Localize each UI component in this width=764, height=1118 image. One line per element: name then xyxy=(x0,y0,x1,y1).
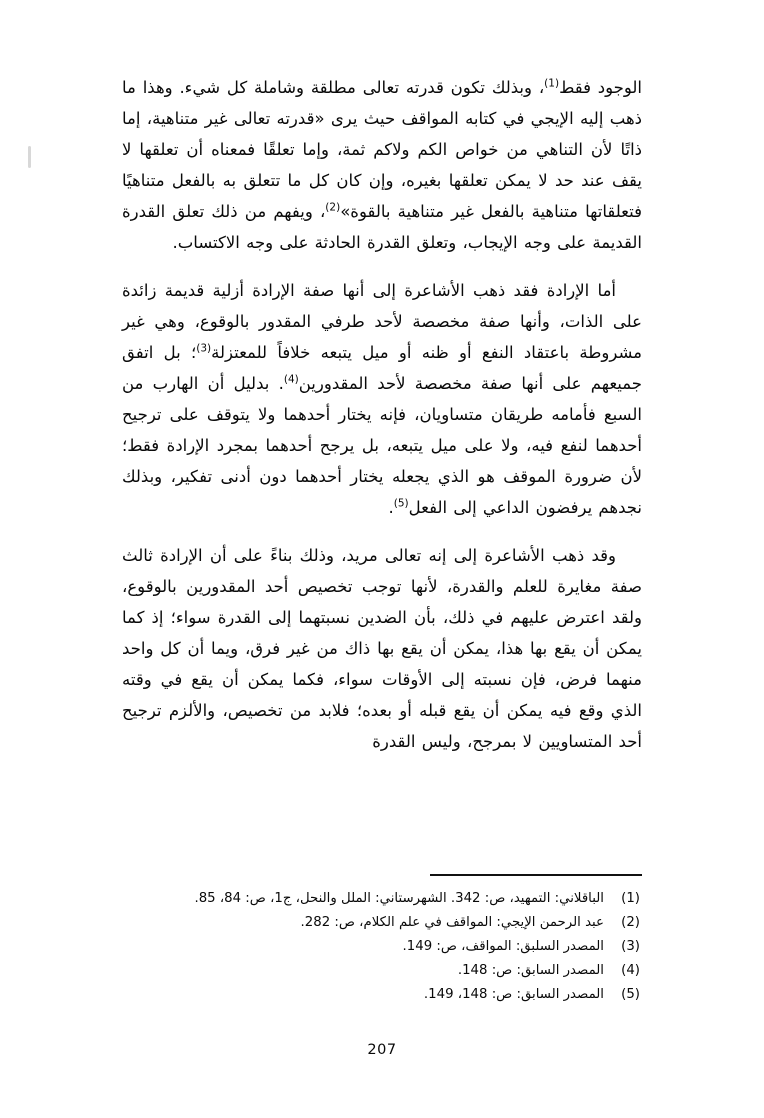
footnote-text: عبد الرحمن الإيجي: المواقف في علم الكلام، ص: 282. xyxy=(300,914,604,930)
footnote-number: (1) xyxy=(621,890,640,906)
body-paragraph: أما الإرادة فقد ذهب الأشاعرة إلى أنها صفة الإرادة أزلية قديمة زائدة على الذات، وأنها صفة مخصصة لأحد طرفي المقدور بالوقوع، وهي غير مشروطة باعتقاد النفع أو ظنه أو ميل يتبعه خلافاً للمعتزلة$^{(3)}$؛ بل اتفق جميعهم على أنها صفة مخصصة لأحد المقدورين$^{(4)}$. بدليل أن الهارب من السبع فأمامه طريقان متساويان، فإنه يختار أحدهما ولا يتوقف على ترجيح أحدهما لنفع فيه، ولا على ميل يتبعه، بل يرجح أحدهما بمجرد الإرادة فقط؛ لأن ضرورة الموقف هو الذي يجعله يختار أحدهما دون أدنى تفكير، وبذلك نجدهم يرفضون الداعي إلى الفعل$^{(5)}$. xyxy=(122,281,643,517)
page-body xyxy=(122,72,642,763)
body-paragraph: الوجود فقط$^{(1)}$، وبذلك تكون قدرته تعالى مطلقة وشاملة كل شيء. وهذا ما ذهب إليه الإيجي في كتابه المواقف حيث يرى «قدرته تعالى غير متناهية، إما ذاتًا لأن التناهي من خواص الكم ولاكم ثمة، وإما تعلقًا فمعناه أن تعلقها لا يقف عند حد لا يمكن تعلقها بغيره، وإن كان كل ما تتعلق به بالفعل متناهيًا فتعلقاتها متناهية بالفعل غير متناهية بالقوة»$^{(2)}$، ويفهم من ذلك تعلق القدرة القديمة على وجه الإيجاب، وتعلق القدرة الحادثة على وجه الاكتساب. xyxy=(122,77,642,252)
footnote-reference: (3) xyxy=(196,342,212,355)
footnote-number: (2) xyxy=(621,914,640,930)
footnote-reference: (2) xyxy=(325,201,341,214)
footnote-reference: (4) xyxy=(283,373,299,386)
footnote-number: (4) xyxy=(621,962,640,978)
footnote-section xyxy=(122,874,642,1007)
footnote-number: (3) xyxy=(621,938,640,954)
footnote-item xyxy=(122,911,642,934)
footnote-item xyxy=(122,983,642,1006)
footnote-reference: (5) xyxy=(393,497,409,510)
page-number: 207 xyxy=(367,1042,397,1058)
footnote-text: المصدر السلبق: المواقف، ص: 149. xyxy=(402,938,604,954)
footnote-text: المصدر السابق: ص: 148، 149. xyxy=(423,986,604,1002)
footnote-separator xyxy=(430,874,642,876)
footnote-text: المصدر السابق: ص: 148. xyxy=(457,962,604,978)
footnote-item xyxy=(122,887,642,910)
footnote-item xyxy=(122,935,642,958)
body-paragraph: وقد ذهب الأشاعرة إلى إنه تعالى مريد، وذلك بناءً على أن الإرادة ثالث صفة مغايرة للعلم والقدرة، لأنها توجب تخصيص أحد المقدورين بالوقوع، ولقد اعترض عليهم في ذلك، بأن الضدين نسبتهما إلى القدرة سواء؛ إذ كما يمكن أن يقع بها هذا، يمكن أن يقع بها ذاك من غير فرق، ويما أن كل واحد منهما فرض، فإن نسبته إلى الأوقات سواء، فكما يمكن أن يقع في وقته الذي وقع فيه يمكن أن يقع قبله أو بعده؛ فلابد من تخصيص، والألزم ترجيح أحد المتساويين لا بمرجح، وليس القدرة xyxy=(122,546,642,751)
footnote-reference: (1) xyxy=(544,77,560,90)
page-edge-mark xyxy=(28,146,31,168)
footnote-text: الباقلاني: التمهيد، ص: 342. الشهرستاني: الملل والنحل، ج1، ص: 84، 85. xyxy=(194,890,604,906)
footnote-item xyxy=(122,959,642,982)
footnote-number: (5) xyxy=(621,986,640,1002)
